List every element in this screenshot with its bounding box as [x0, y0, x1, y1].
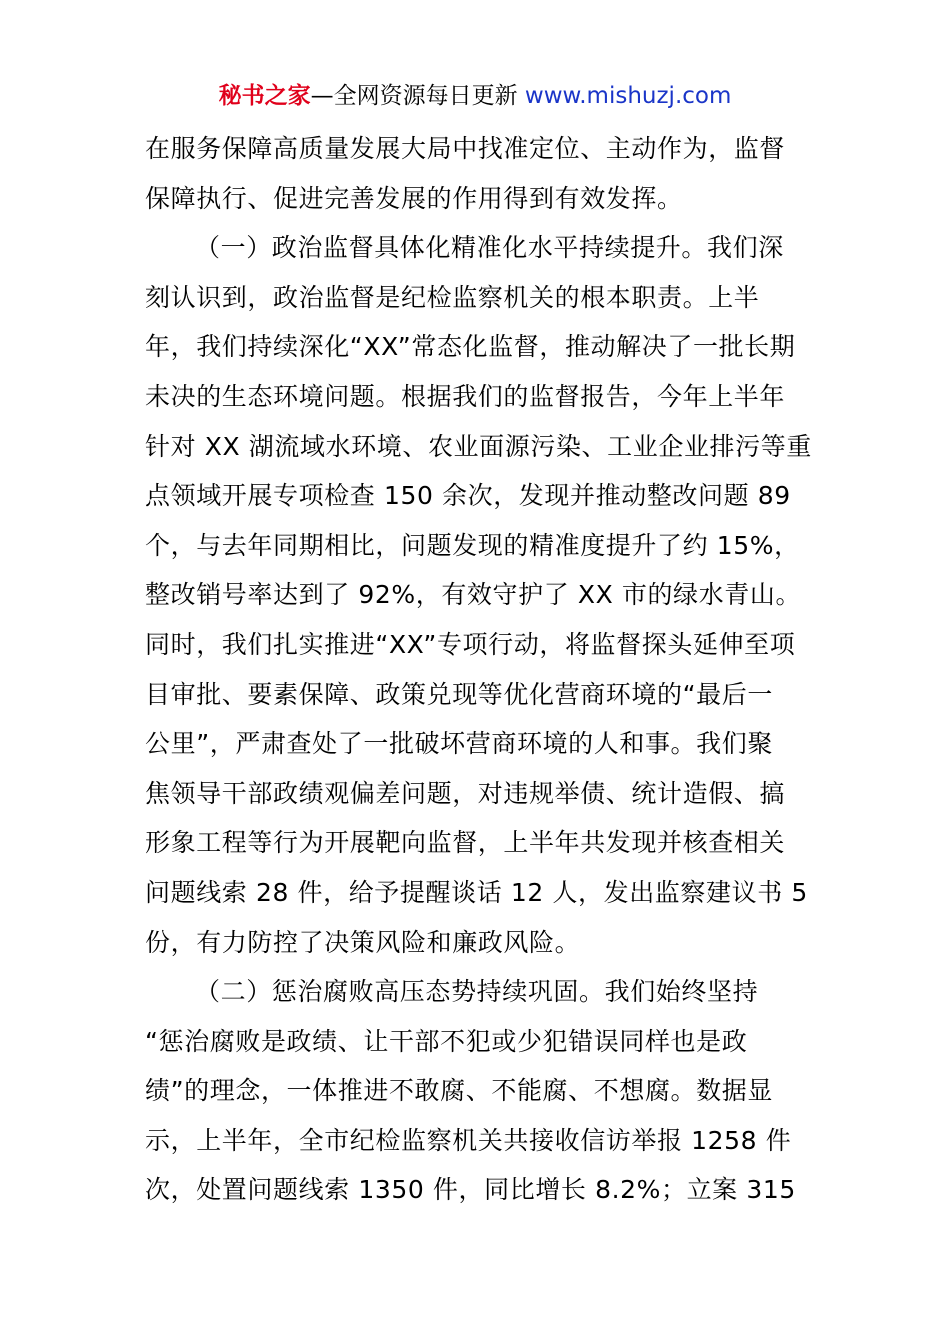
text-line: 示，上半年，全市纪检监察机关共接收信访举报 1258 件 — [145, 1125, 792, 1155]
text-line: 问题线索 28 件，给予提醒谈话 12 人，发出监察建议书 5 — [145, 877, 808, 907]
text-line: 刻认识到，政治监督是纪检监察机关的根本职责。上半 — [145, 282, 760, 312]
site-header — [0, 80, 950, 112]
text-line: 目审批、要素保障、政策兑现等优化营商环境的“最后一 — [145, 679, 773, 709]
section-heading-line: （一）政治监督具体化精准化水平持续提升。我们深 — [195, 233, 784, 263]
text-line: 未决的生态环境问题。根据我们的监督报告，今年上半年 — [145, 381, 786, 411]
site-url-link[interactable]: www.mishuzj.com — [524, 83, 732, 109]
text-line: 年，我们持续深化“XX”常态化监督，推动解决了一批长期 — [145, 332, 796, 362]
text-line: “惩治腐败是政绩、让干部不犯或少犯错误同样也是政 — [145, 1026, 748, 1056]
text-line: 个，与去年同期相比，问题发现的精准度提升了约 15%， — [145, 530, 800, 560]
text-line: 绩”的理念，一体推进不敢腐、不能腐、不想腐。数据显 — [145, 1076, 773, 1106]
text-line: 整改销号率达到了 92%，有效守护了 XX 市的绿水青山。 — [145, 580, 802, 610]
text-line: 形象工程等行为开展靶向监督，上半年共发现并核查相关 — [145, 828, 786, 858]
text-line: 焦领导干部政绩观偏差问题，对违规举债、统计造假、搞 — [145, 778, 786, 808]
document-body — [145, 124, 810, 1215]
text-line: 保障执行、促进完善发展的作用得到有效发挥。 — [145, 183, 683, 213]
site-brand: 秘书之家 — [218, 83, 311, 109]
text-line: 在服务保障高质量发展大局中找准定位、主动作为，监督 — [145, 134, 786, 163]
section-heading-line: （二）惩治腐败高压态势持续巩固。我们始终坚持 — [195, 977, 759, 1007]
text-line: 次，处置问题线索 1350 件，同比增长 8.2%；立案 315 — [145, 1175, 796, 1205]
text-line: 公里”，严肃查处了一批破坏营商环境的人和事。我们聚 — [145, 729, 773, 759]
text-line: 点领域开展专项检查 150 余次，发现并推动整改问题 89 — [145, 481, 791, 511]
text-line: 针对 XX 湖流域水环境、农业面源污染、工业企业排污等重 — [145, 431, 812, 461]
site-tagline: —全网资源每日更新 — [310, 83, 518, 109]
text-line: 份，有力防控了决策风险和廉政风险。 — [145, 927, 581, 957]
text-line: 同时，我们扎实推进“XX”专项行动，将监督探头延伸至项 — [145, 629, 796, 659]
